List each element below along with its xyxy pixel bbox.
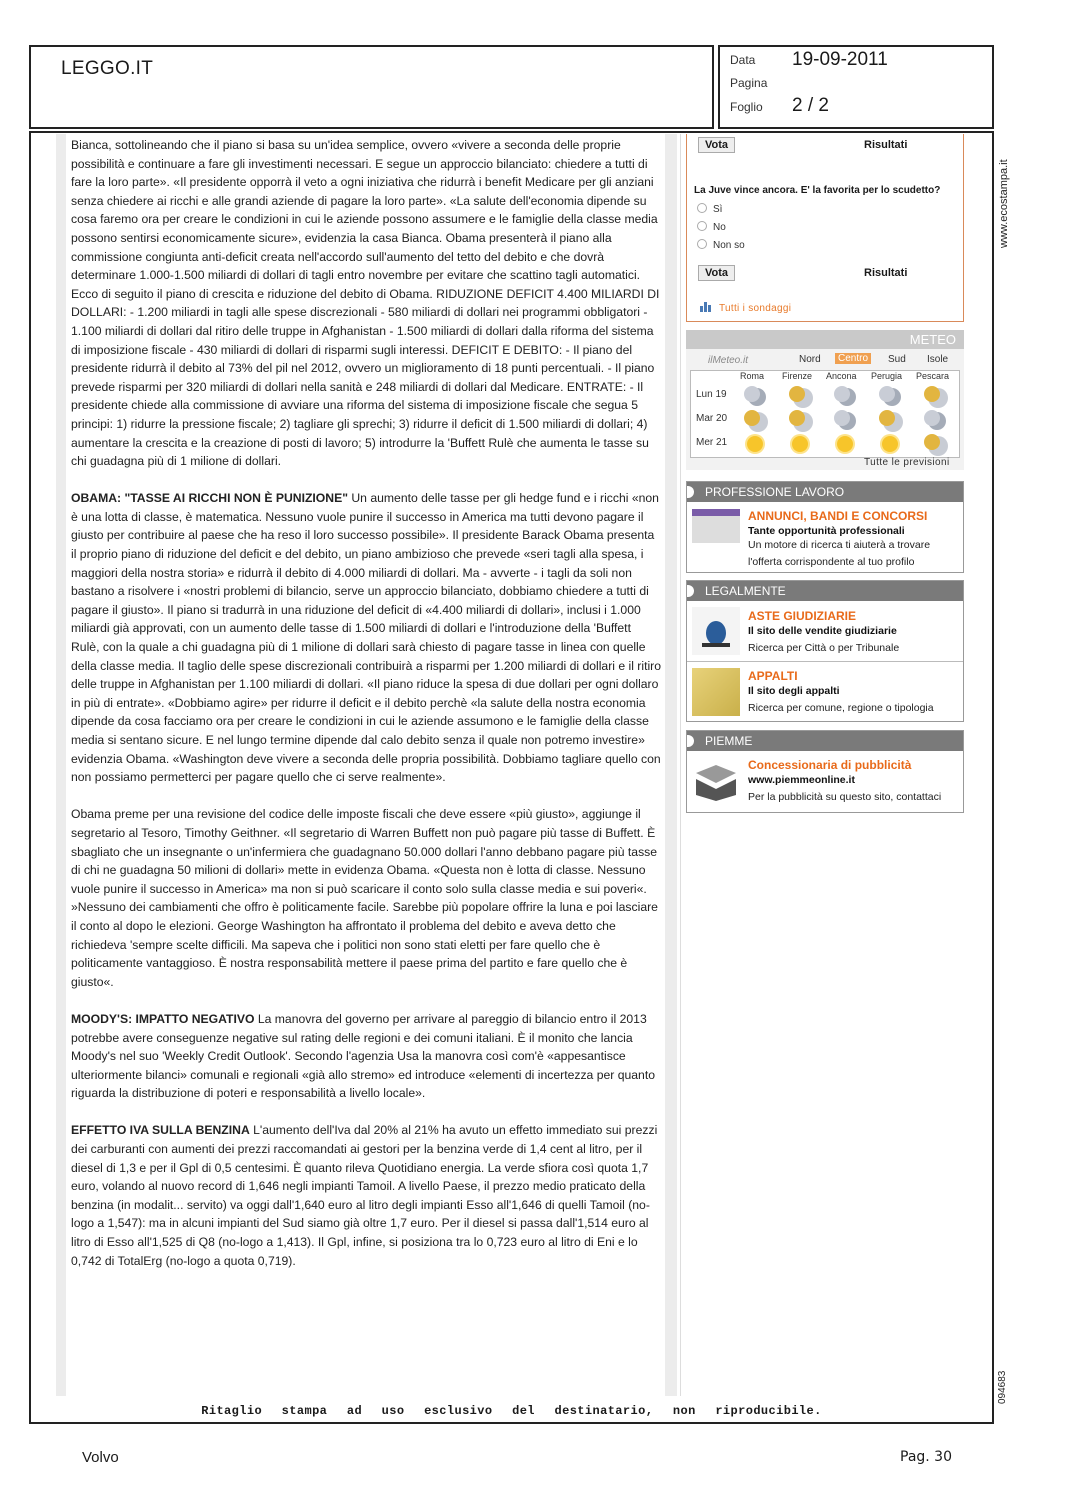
option-label: No xyxy=(713,222,726,233)
city-ancona: Ancona xyxy=(826,371,857,381)
entry-url[interactable]: www.piemmeonline.it xyxy=(748,774,855,786)
clipping-notice: Ritaglio stampa ad uso esclusivo del destinatario, non riproducibile. xyxy=(201,1404,822,1418)
entry-title[interactable]: ANNUNCI, BANDI E CONCORSI xyxy=(748,509,928,523)
panel-header-label: PIEMME xyxy=(705,734,753,748)
all-polls-link[interactable]: Tutti i sondaggi xyxy=(719,303,792,314)
all-forecasts-link[interactable]: Tutte le previsioni xyxy=(864,457,950,468)
article-body xyxy=(71,136,661,1289)
article-paragraph-4-text: La manovra del governo per arrivare al pareggio di bilancio entro il 2013 potrebbe avere conseguenze negative sul rating delle regioni e dei comuni italiani. È il monito che lancia Moody's nel suo 'Weekly Credit Outlook'. Secondo l'agenzia Usa la manovra così com'è «appesantisce ulteriormente bilanci» comunali e regionali «già allo stremo» ed introduce «elementi di incertezza per quanto riguarda la distribuzione di poteri e responsabilità a livello locale». xyxy=(71,1011,655,1101)
partly-cloudy-icon xyxy=(879,410,895,426)
tab-sud[interactable]: Sud xyxy=(888,354,906,365)
sun-icon xyxy=(747,436,763,452)
bullet-icon xyxy=(687,585,694,597)
partly-cloudy-icon xyxy=(744,410,760,426)
date-label: Data xyxy=(730,53,756,67)
bullet-icon xyxy=(687,735,694,747)
article-paragraph-4 xyxy=(71,1010,661,1103)
partly-cloudy-icon xyxy=(789,386,805,402)
article-paragraph-3: Obama preme per una revisione del codice delle imposte fiscali che deve essere «più giusto», aggiunge il segretario al Tesoro, Timothy Geithner. «Il segretario di Warren Buffett non può pagare più tasse di Buffett. È sbagliato che un insegnante o un'infermiera che guadagnano 50.000 dollari l'anno debbano pagare più tasse di chi ne guadagna 50 milioni di dollari» mette in evidenza Obama. «Questa non è lotta di classe. Nessuno vuole punire il successo in America» ma non si può scaricare il conto solo sulla classe media e sui poveri«. »Nessuno dei cambiamenti che offro è politicamente facile. Sarebbe più popolare offrire la luna e poi lasciare il conto al dopo le elezioni. George Washington ha affrontato il problema del debito e aveva detto che richiedeva 'sempre scelte difficili. Ma sapeva che i politici non sono stati eletti per fare quello che è politicamente vantaggioso. È nostra responsabilità mettere il paese prima del partito e fare quello che è giusto«. xyxy=(71,807,658,989)
publication-name: LEGGO.IT xyxy=(61,58,154,79)
bullet-icon xyxy=(687,486,694,498)
poll-widget xyxy=(686,134,964,322)
option-label: Non so xyxy=(713,240,745,251)
forecast-grid xyxy=(690,370,960,458)
entry-appalti[interactable] xyxy=(687,662,963,722)
poll-option-dontknow[interactable] xyxy=(697,239,745,251)
radio-icon[interactable] xyxy=(697,239,707,249)
storm-icon xyxy=(924,410,940,426)
side-url: www.ecostampa.it xyxy=(998,159,1010,248)
page-number: Pag. 30 xyxy=(900,1449,952,1465)
heading-iva: EFFETTO IVA SULLA BENZINA xyxy=(71,1123,250,1138)
vote-button-2[interactable]: Vota xyxy=(698,265,735,281)
option-label: Sì xyxy=(713,204,723,215)
results-link-2[interactable]: Risultati xyxy=(864,267,908,279)
page-label: Pagina xyxy=(730,76,768,90)
entry-piemme[interactable] xyxy=(687,751,963,813)
city-roma: Roma xyxy=(740,371,765,381)
poll-option-no[interactable] xyxy=(697,221,726,233)
meteo-widget xyxy=(686,330,964,470)
panel-header-label: LEGALMENTE xyxy=(705,584,786,598)
day-mer: Mer 21 xyxy=(696,437,728,448)
client-name: Volvo xyxy=(82,1449,119,1466)
tab-nord[interactable]: Nord xyxy=(799,354,821,365)
sun-icon xyxy=(882,436,898,452)
panel-header xyxy=(687,731,963,751)
radio-icon[interactable] xyxy=(697,203,707,213)
storm-icon xyxy=(834,410,850,426)
rain-icon xyxy=(744,386,760,402)
poll-question: La Juve vince ancora. E' la favorita per lo scudetto? xyxy=(694,185,941,196)
partly-cloudy-icon xyxy=(924,434,940,450)
heading-moodys: MOODY'S: IMPATTO NEGATIVO xyxy=(71,1011,255,1026)
partly-cloudy-icon xyxy=(789,410,805,426)
bar-chart-icon xyxy=(700,300,712,312)
meteo-title: METEO xyxy=(686,330,964,349)
tab-centro[interactable]: Centro xyxy=(835,353,871,364)
side-code: 094683 xyxy=(997,1370,1008,1404)
city-perugia: Perugia xyxy=(871,371,903,381)
article-paragraph-2 xyxy=(71,489,661,787)
entry-annunci[interactable] xyxy=(687,502,963,568)
partly-cloudy-icon xyxy=(924,386,940,402)
sheet-value: 2 / 2 xyxy=(792,95,829,116)
panel-header-label: PROFESSIONE LAVORO xyxy=(705,485,845,499)
gavel-icon xyxy=(692,607,740,655)
entry-subtitle: Tante opportunità professionali xyxy=(748,525,905,537)
entry-desc: Un motore di ricerca ti aiuterà a trovare xyxy=(748,539,931,551)
vote-button-1[interactable]: Vota xyxy=(698,137,735,153)
sun-icon xyxy=(837,436,853,452)
sheet-label: Foglio xyxy=(730,100,763,114)
day-lun: Lun 19 xyxy=(696,389,727,400)
radio-icon[interactable] xyxy=(697,221,707,231)
left-gutter xyxy=(56,134,66,1396)
results-link-1[interactable]: Risultati xyxy=(864,139,908,151)
right-gutter xyxy=(665,134,677,1396)
entry-subtitle: Il sito degli appalti xyxy=(748,685,840,697)
column-divider xyxy=(680,134,681,1396)
panel-header xyxy=(687,482,963,502)
rain-icon xyxy=(834,386,850,402)
day-mar: Mar 20 xyxy=(696,413,728,424)
entry-desc: l'offerta corrispondente al tuo profilo xyxy=(748,556,915,568)
entry-title[interactable]: ASTE GIUDIZIARIE xyxy=(748,609,857,623)
storm-icon xyxy=(879,386,895,402)
entry-title[interactable]: APPALTI xyxy=(748,669,798,683)
panel-legalmente xyxy=(686,580,964,722)
date-value: 19-09-2011 xyxy=(792,49,888,70)
appalti-thumbnail xyxy=(692,668,740,716)
article-paragraph-2-text: Un aumento delle tasse per gli hedge fund e i ricchi «non è una lotta di classe, è matematica. Nessuno vuole punire il successo in America ma tutti devono pagare il giusto per contribuire al paese che ha reso il loro successo possibile». Il presidente Barack Obama presenta il proprio piano di riduzione del deficit e del debito, un piano ambizioso che prevede «seri tagli alla spesa, i maggiori della nostra storia» e ridurrà il debito di 4.000 miliardi di dollari. Ma - avverte - i tagli da soli non bastano a risolvere i «nostri problemi di bilancio, serve un approccio bilanciato, dobbiamo chiedere a tutti di pagare il giusto». Il piano si tradurrà in una riduzione del deficit di «4.400 miliardi di dollari», inclusi i 1.000 miliardi già approvati, con un aumento delle tasse di 1.500 miliardi di dollari e l'introduzione della 'Buffett Rulè, con la quale a chi guadagna più di 1 milione di dollari sarà chiesto di pagare tasse in linea con quelle della classe media. Il taglio delle spese discrezionali contribuirà a risparmi per 1.200 miliardi di dollari e il ritiro delle truppe in Afghanistan per 1.100 miliardi di dollari. «Il piano riduce la spesa di due dollari per ogni dollaro in più di entrate». «Dobbiamo agire» per ridurre il deficit e il debito perchè «la salute della nostra economia dipende da cosa facciamo ora per creare le condizioni in cui le aziende assumono e le famiglie della classe media si sentano sicure. E nel lungo termine dipende dal calo debito senza il quale non potremo investire» evidenzia Obama. «Washington deve vivere a seconda delle propria possibilità. Dobbiamo tagliare quello con non possiamo permetterci per pagare quello che ci serve realmente». xyxy=(71,491,662,785)
sun-icon xyxy=(792,436,808,452)
entry-desc: Per la pubblicità su questo sito, contattaci xyxy=(748,791,942,803)
tab-isole[interactable]: Isole xyxy=(927,354,949,365)
heading-obama: OBAMA: "TASSE AI RICCHI NON È PUNIZIONE" xyxy=(71,491,348,506)
city-pescara: Pescara xyxy=(916,371,950,381)
entry-subtitle: Il sito delle vendite giudiziarie xyxy=(748,625,897,637)
entry-title[interactable]: Concessionaria di pubblicità xyxy=(748,758,912,772)
panel-piemme xyxy=(686,730,964,813)
entry-aste[interactable] xyxy=(687,601,963,662)
city-firenze: Firenze xyxy=(782,371,813,381)
panel-professione-lavoro xyxy=(686,481,964,573)
entry-desc: Ricerca per Città o per Tribunale xyxy=(748,642,900,654)
article-paragraph-5-text: L'aumento dell'Iva dal 20% al 21% ha avuto un effetto immediato sui prezzi dei carburanti con aumenti dei prezzi raccomandati ai gestori per la benzina verde di 1,4 cent al litro, per il diesel di 1,3 e per il Gpl di 0,5 centesimi. È quanto rileva Quotidiano energia. La verde sfiora così quota 1,7 euro, volando al nuovo record di 1,646 negli impianti Tamoil. A livello Paese, il prezzo medio praticato della benzina (in modalit... servito) va oggi dall'1,640 euro al litro degli impianti Esso all'1,646 di quelli Tamoil (no-logo a 1,547): ma in alcuni impianti del Sud siamo già oltre 1,7 euro. Per il diesel si passa dall'1,514 euro al litro di Esso all'1,525 di Q8 (no-logo a 1,413). Il Gpl, infine, si posiziona tra lo 0,723 euro al litro di Eni e lo 0,742 di TotalErg (no-logo a quota 0,719). xyxy=(71,1123,658,1268)
poll-option-yes[interactable] xyxy=(697,203,722,215)
article-paragraph-1: Bianca, sottolineando che il piano si basa su un'idea semplice, ovvero «vivere a seconda delle proprie possibilità e continuare a fare gli investimenti necessari. E segue un approccio bilanciato: chiedere a tutti di fare la loro parte». «Il presidente opporrà il veto a ogni iniziativa che ridurrà i benefit Medicare per gli anziani senza chiedere ai ricchi e alle grandi aziende di pagare la loro parte». «La salute dell'economia dipende su cosa faremo ora per creare le condizioni in cui le aziende possono assumere e le famiglie della classe media possono sentirsi economicamente sicure», evidenzia la casa Bianca. Obama presenterà il piano alla commissione congiunta anti-deficit creata nell'accordo sull'aumento del tetto del debito e che dovrà determinare 1.000-1.500 miliardi di dollari di tagli entro novembre per evitare che scattino tagli automatici. Ecco di seguito il piano di crescita e riduzione del debito di Obama. RIDUZIONE DEFICIT 4.400 MILIARDI DI DOLLARI: - 1.200 miliardi in tagli alle spese discrezionali - 580 miliardi di dollari nei programmi obbligatori - 1.100 miliardi di dollari dal ritiro delle truppe in Afghanistan - 1.500 miliardi di dollari dalla riforma del sistema di imposizione fiscale - 430 miliardi di dollari di risparmi sugli interessi. DEFICIT E DEBITO: - Il piano del presidente ridurrà il debito al 73% del pil nel 2012, ovvero un miglioramento di 18 punti percentuali. - Il piano prevede risparmi per 320 miliardi di dollari nella sanità e 248 miliardi di dollari dal Medicare. ENTRATE: - Il presidente chiede alla commissione di avviare una riforma del sistema di imposizione fiscale che segua 5 principi: 1) ridurre la pressione fiscale; 2) tagliare gli sprechi; 3) ridurre il deficit di 1.500 miliardi di dollari; 4) aumentare la crescita e la creazione di posti di lavoro; 5) introdurre la 'Buffett Rulè che aumenta le tasse su chi guadagna più di 1 milione di dollari. xyxy=(71,138,660,469)
piemme-logo-icon xyxy=(692,757,740,805)
meteo-brand-logo: ilMeteo.it xyxy=(708,355,749,366)
jobs-thumbnail xyxy=(692,509,740,543)
entry-desc: Ricerca per comune, regione o tipologia xyxy=(748,702,934,714)
panel-header xyxy=(687,581,963,601)
article-paragraph-5 xyxy=(71,1121,661,1270)
